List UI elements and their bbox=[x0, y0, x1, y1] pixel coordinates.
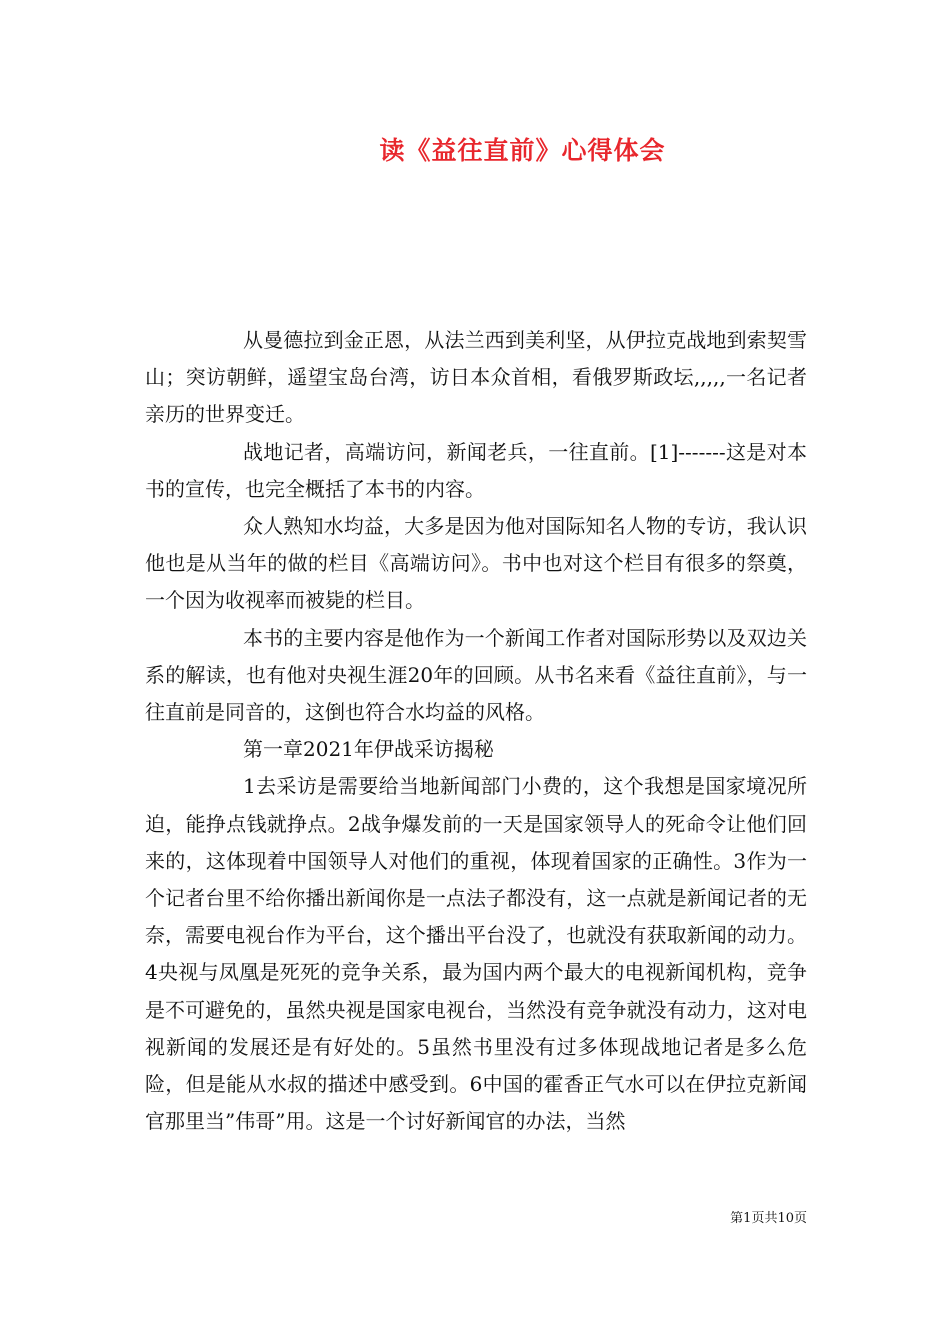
paragraph-promo: 战地记者，高端访问，新闻老兵，一往直前。[1]-------这是对本书的宣传，也完全概括了本书的内容。 bbox=[145, 439, 807, 501]
document-body bbox=[145, 322, 807, 1140]
chapter-heading: 第一章2021年伊战采访揭秘 bbox=[243, 737, 494, 762]
paragraph-chapter-notes: 1去采访是需要给当地新闻部门小费的，这个我想是国家境况所迫，能挣点钱就挣点。2战争爆发前的一天是国家领导人的死命令让他们回来的，这体现着中国领导人对他们的重视，体现着国家的正确性。3作为一个记者台里不给你播出新闻你是一点法子都没有，这一点就是新闻记者的无奈，需要电视台作为平台，这个播出平台没了，也就没有获取新闻的动力。4央视与凤凰是死死的竞争关系，最为国内两个最大的电视新闻机构，竞争是不可避免的，虽然央视是国家电视台，当然没有竞争就没有动力，这对电视新闻的发展还是有好处的。5虽然书里没有过多体现战地记者是多么危险，但是能从水叔的描述中感受到。6中国的霍香正气水可以在伊拉克新闻官那里当”伟哥”用。这是一个讨好新闻官的办法，当然 bbox=[145, 774, 807, 1134]
document-title: 读《益往直前》心得体会 bbox=[379, 136, 666, 165]
paragraph-summary: 本书的主要内容是他作为一个新闻工作者对国际形势以及双边关系的解读，也有他对央视生涯20年的回顾。从书名来看《益往直前》，与一往直前是同音的，这倒也符合水均益的风格。 bbox=[145, 625, 807, 725]
page-number: 第1页共10页 bbox=[730, 1211, 807, 1226]
paragraph-intro: 从曼德拉到金正恩，从法兰西到美利坚，从伊拉克战地到索契雪山；突访朝鲜，遥望宝岛台湾，访日本众首相，看俄罗斯政坛,,,,,一名记者亲历的世界变迁。 bbox=[145, 328, 807, 427]
paragraph-background: 众人熟知水均益，大多是因为他对国际知名人物的专访，我认识他也是从当年的做的栏目《高端访问》。书中也对这个栏目有很多的祭奠，一个因为收视率而被毙的栏目。 bbox=[145, 514, 807, 613]
